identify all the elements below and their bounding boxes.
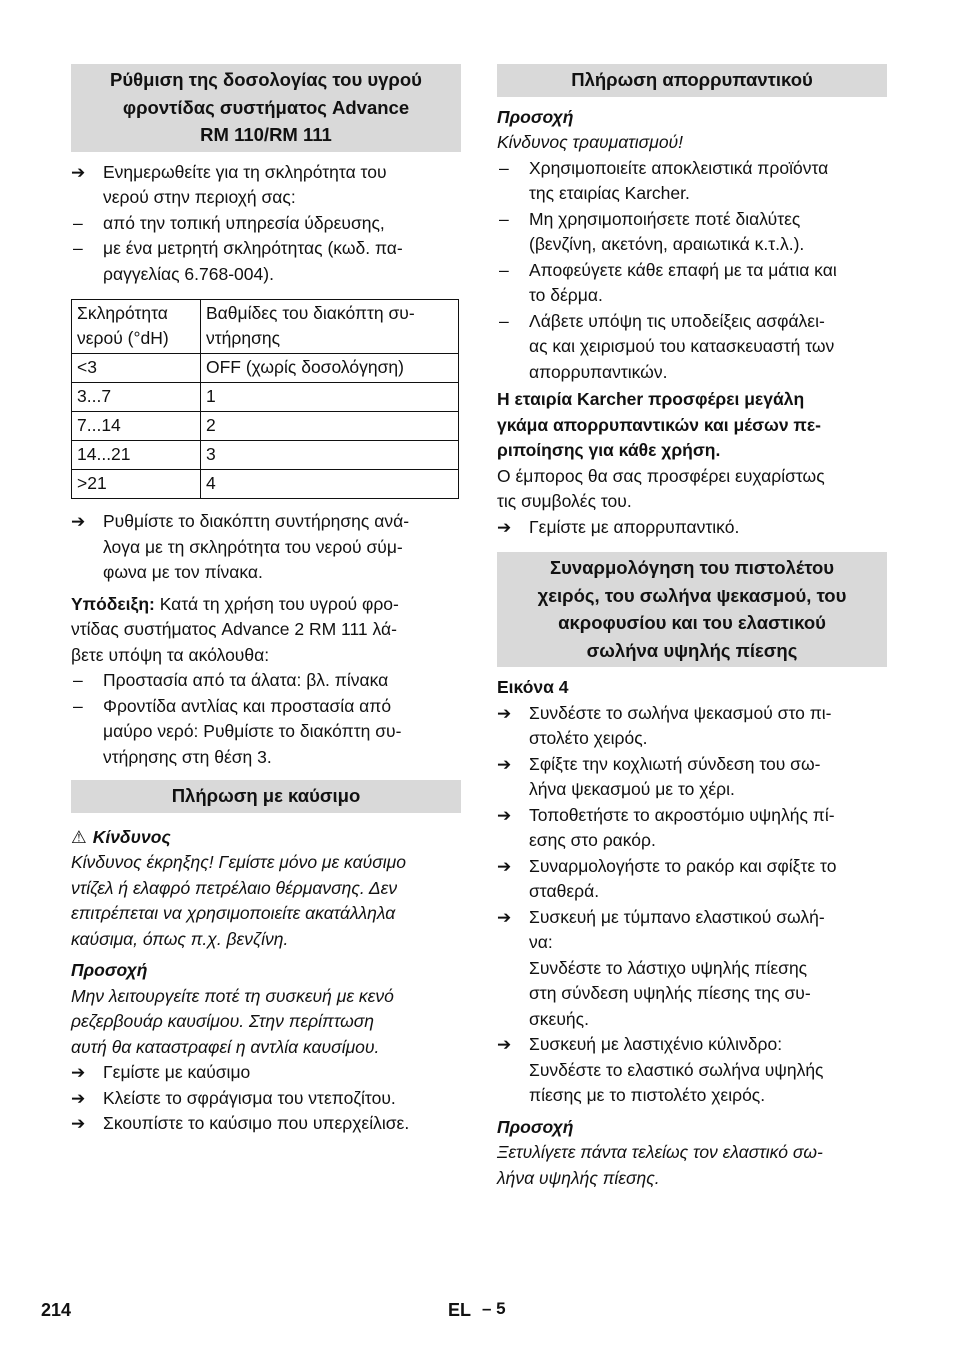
warning-icon: ⚠ [71, 826, 87, 847]
step-mount-nut: ➔ Συναρμολογήστε το ρακόρ και σφίξτε το σταθερά. [497, 855, 837, 901]
list-item: – Λάβετε υπόψη τις υποδείξεις ασφάλει- ας και χειρισμού του κατασκευαστή των απορρυπαντικών. [499, 310, 835, 382]
note-label: Υπόδειξη: [71, 593, 155, 614]
list-item: – από την τοπική υπηρεσία ύδρευσης, [71, 211, 461, 237]
section-page-number: – 5 [482, 1299, 506, 1318]
list-item: – Χρησιμοποιείτε αποκλειστικά προϊόντα της εταιρίας Karcher. [499, 157, 829, 203]
table-row [72, 470, 459, 499]
step-fit-nozzle: ➔ Τοποθετήστε το ακροστόμιο υψηλής πί- εσης στο ρακόρ. [497, 804, 835, 850]
arrow-icon: ➔ [497, 856, 512, 876]
table-cell: 4 [201, 470, 459, 499]
list-item: – Μη χρησιμοποιήσετε ποτέ διαλύτες (βενζίνη, ακετόνη, αραιωτικά κ.τ.λ.). [499, 208, 805, 254]
step-wipe-fuel: ➔ Σκουπίστε το καύσιμο που υπερχείλισε. [71, 1111, 461, 1137]
arrow-icon: ➔ [497, 754, 512, 774]
dash-icon: – [73, 695, 83, 716]
table-row [72, 383, 459, 412]
bold-paragraph: Η εταιρία Karcher προσφέρει μεγάλη γκάμα απορρυπαντικών και μέσων πε- ριποίησης για κάθε χρήση. [497, 389, 821, 460]
step-fill-detergent: ➔ Γεμίστε με απορρυπαντικό. [497, 515, 887, 541]
table-row [72, 412, 459, 441]
table-cell: OFF (χωρίς δοσολόγηση) [201, 354, 459, 383]
caution-label: Προσοχή [497, 1116, 574, 1137]
arrow-icon: ➔ [497, 805, 512, 825]
right-column [497, 64, 887, 1191]
heading-detergent: Πλήρωση απορρυπαντικού [497, 64, 887, 97]
dash-icon: – [499, 310, 509, 331]
step-set-switch: ➔ Ρυθμίστε το διακόπτη συντήρησης ανά- λογα με τη σκληρότητα του νερού σύμ- φωνα με τον πίνακα. [71, 511, 410, 582]
arrow-icon: ➔ [71, 1063, 86, 1082]
list-item: – Φροντίδα αντλίας και προστασία από μαύρο νερό: Ρυθμίστε το διακόπτη συ- ντήρησης στη θέση 3. [73, 695, 402, 767]
hardness-table [71, 299, 459, 499]
step-rubber-roller: ➔ Συσκευή με λαστιχένιο κύλινδρο: [497, 1032, 887, 1058]
arrow-icon: ➔ [497, 703, 512, 723]
table-cell: 7...14 [72, 412, 201, 441]
arrow-icon: ➔ [71, 512, 86, 531]
dash-icon: – [499, 157, 509, 178]
table-cell: 3...7 [72, 383, 201, 412]
step-hose-reel: ➔ Συσκευή με τύμπανο ελαστικού σωλή- να: [497, 906, 825, 952]
dash-icon: – [499, 208, 509, 229]
arrow-icon: ➔ [71, 1088, 86, 1108]
list-item: – Προστασία από τα άλατα: βλ. πίνακα [71, 668, 461, 694]
table-cell: 14...21 [72, 441, 201, 470]
table-cell: 1 [201, 383, 459, 412]
table-header-cell: Βαθμίδες του διακόπτη συ- ντήρησης [201, 300, 459, 354]
left-column [71, 64, 461, 1137]
arrow-icon: ➔ [71, 162, 86, 182]
arrow-icon: ➔ [497, 1035, 512, 1054]
dash-icon: – [73, 238, 83, 258]
list-item: – με ένα μετρητή σκληρότητας (κωδ. πα- ραγγελίας 6.768-004). [73, 238, 403, 284]
heading-dosage: Ρύθμιση της δοσολογίας του υγρού φροντίδας συστήματος Advance RM 110/RM 111 [71, 64, 461, 152]
dash-icon: – [499, 259, 509, 280]
figure-label: Εικόνα 4 [497, 677, 569, 697]
step-check-hardness: ➔ Ενημερωθείτε για τη σκληρότητα του νερού στην περιοχή σας: [71, 161, 387, 207]
caution-text: Μην λειτουργείτε ποτέ τη συσκευή με κενό ρεζερβουάρ καυσίμου. Στην περίπτωση αυτή θα καταστραφεί η αντλία καυσίμου. [71, 985, 394, 1057]
caution-text: Ξετυλίγετε πάντα τελείως τον ελαστικό σω- λήνα υψηλής πίεσης. [497, 1142, 823, 1188]
table-header-row [72, 300, 459, 354]
table-cell: 3 [201, 441, 459, 470]
table-cell: <3 [72, 354, 201, 383]
danger-text: Κίνδυνος έκρηξης! Γεμίστε μόνο με καύσιμο ντίζελ ή ελαφρό πετρέλαιο θέρμανσης. Δεν επιτρέπεται να χρησιμοποιείτε ακατάλληλα καύσιμα, όπως π.χ. βενζίνη. [71, 852, 406, 949]
rubber-roller-instructions: Συνδέστε το ελαστικό σωλήνα υψηλής πίεσης με το πιστολέτο χειρός. [529, 1059, 824, 1105]
caution-label: Προσοχή [497, 106, 574, 127]
heading-assembly: Συναρμολόγηση του πιστολέτου χειρός, του σωλήνα ψεκασμού, του ακροφυσίου και του ελαστικού σωλήνα υψηλής πίεσης [497, 552, 887, 667]
caution-text: Κίνδυνος τραυματισμού! [497, 132, 684, 152]
table-row [72, 441, 459, 470]
table-row [72, 354, 459, 383]
step-fill-fuel: ➔ Γεμίστε με καύσιμο [71, 1060, 461, 1086]
table-cell: 2 [201, 412, 459, 441]
danger-label: ⚠ Κίνδυνος [71, 825, 461, 851]
caution-label: Προσοχή [71, 960, 148, 980]
dealer-paragraph: Ο έμπορος θα σας προσφέρει ευχαρίστως τις συμβολές του. [497, 465, 825, 511]
arrow-icon: ➔ [497, 907, 512, 927]
arrow-icon: ➔ [71, 1114, 86, 1133]
table-cell: >21 [72, 470, 201, 499]
dash-icon: – [73, 212, 83, 233]
step-connect-lance: ➔ Συνδέστε το σωλήνα ψεκασμού στο πι- στολέτο χειρός. [497, 702, 832, 748]
arrow-icon: ➔ [497, 517, 512, 537]
list-item: – Αποφεύγετε κάθε επαφή με τα μάτια και το δέρμα. [499, 259, 837, 305]
page-number: 214 [41, 1300, 72, 1320]
language-code: EL [448, 1300, 472, 1320]
dash-icon: – [73, 670, 83, 690]
note-block: Υπόδειξη: Κατά τη χρήση του υγρού φρο- ντίδας συστήματος Advance 2 RM 111 λά- βετε υπόψη τα ακόλουθα: [71, 593, 399, 665]
table-header-cell: Σκληρότητα νερού (°dH) [72, 300, 201, 354]
step-tighten-lance: ➔ Σφίξτε την κοχλιωτή σύνδεση του σω- λήνα ψεκασμού με το χέρι. [497, 753, 821, 799]
hose-reel-instructions: Συνδέστε το λάστιχο υψηλής πίεσης στη σύνδεση υψηλής πίεσης της συ- σκευής. [529, 957, 811, 1029]
heading-fuel: Πλήρωση με καύσιμο [71, 780, 461, 813]
step-close-cap: ➔ Κλείστε το σφράγισμα του ντεποζίτου. [71, 1086, 461, 1112]
